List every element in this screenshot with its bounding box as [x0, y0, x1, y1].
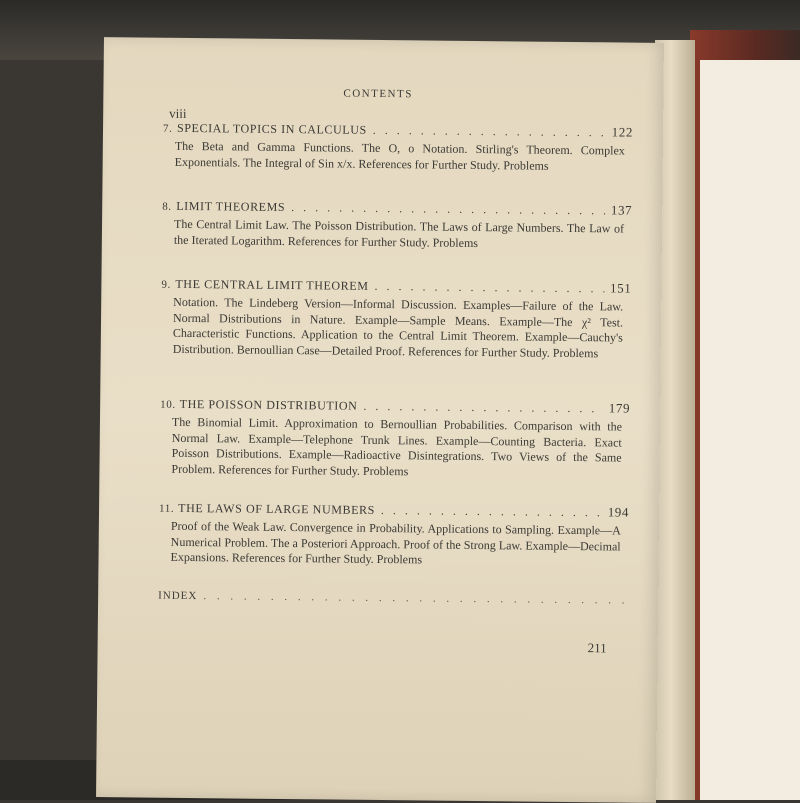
leader-dots	[363, 399, 603, 417]
chapter-title: THE POISSON DISTRIBUTION	[179, 396, 358, 413]
chapter-topics: The Central Limit Law. The Poisson Distribution. The Laws of Large Numbers. The Law of the Iterated Logarithm. References for Further Study. Problems	[173, 216, 625, 250]
chapter-number: 7.	[162, 122, 173, 135]
chapter-number: 8.	[162, 200, 172, 213]
chapter-page: 122	[611, 124, 634, 140]
chapter-page: 194	[607, 504, 630, 520]
index-page: 211	[587, 640, 607, 656]
page-header: CONTENTS	[343, 87, 413, 101]
leader-dots	[381, 503, 602, 520]
toc-entry	[158, 500, 629, 570]
chapter-page: 179	[608, 400, 631, 416]
chapter-number: 9.	[161, 278, 171, 291]
page-number: viii	[169, 105, 187, 121]
chapter-title: THE CENTRAL LIMIT THEOREM	[175, 276, 369, 293]
leader-dots	[374, 279, 604, 296]
chapter-number: 11.	[158, 502, 175, 515]
chapter-topics: Notation. The Lindeberg Version—Informal Discussion. Examples—Failure of the Law. Normal Distributions in Nature. Example—Sample Means. Example—The χ² Test. Characteristic Functions. Application to the Central Limit Theorem. Example—Cauchy's Distribution. Bernoullian Case—Detailed Proof. References for Further Study. Problems	[172, 294, 624, 360]
chapter-number: 10.	[160, 398, 176, 411]
chapter-title: THE LAWS OF LARGE NUMBERS	[178, 500, 376, 517]
chapter-title: SPECIAL TOPICS IN CALCULUS	[176, 120, 367, 137]
toc-entry	[162, 198, 632, 253]
toc-entry	[161, 276, 632, 362]
leader-dots	[373, 123, 606, 140]
book-page	[96, 37, 664, 803]
index-label: INDEX	[158, 589, 198, 603]
index-entry	[158, 590, 628, 607]
chapter-page: 151	[610, 280, 632, 296]
leader-dots	[203, 590, 628, 606]
chapter-title: LIMIT THEOREMS	[176, 198, 286, 214]
toc-entry	[163, 120, 633, 175]
chapter-topics: Proof of the Weak Law. Convergence in Probability. Applications to Sampling. Example—A Numerical Problem. The a Posteriori Approach. Proof of the Strong Law. Example—Decimal Expansions. References for Further Study. Problems	[170, 518, 621, 567]
next-page	[700, 60, 800, 800]
chapter-page: 137	[610, 202, 633, 218]
leader-dots	[291, 200, 605, 218]
chapter-topics: The Beta and Gamma Functions. The O, o Notation. Stirling's Theorem. Complex Exponentials. The Integral of Sin x/x. References for Further Study. Problems	[174, 138, 625, 173]
toc-entry	[159, 396, 630, 482]
chapter-topics: The Binomial Limit. Approximation to Bernoullian Probabilities. Comparison with the Normal Law. Example—Telephone Trunk Lines. Example—Counting Bacteria. Exact Poisson Distributions. Example—Radioactive Disintegrations. Two Views of the Same Problem. References for Further Study. Problems	[171, 414, 623, 478]
